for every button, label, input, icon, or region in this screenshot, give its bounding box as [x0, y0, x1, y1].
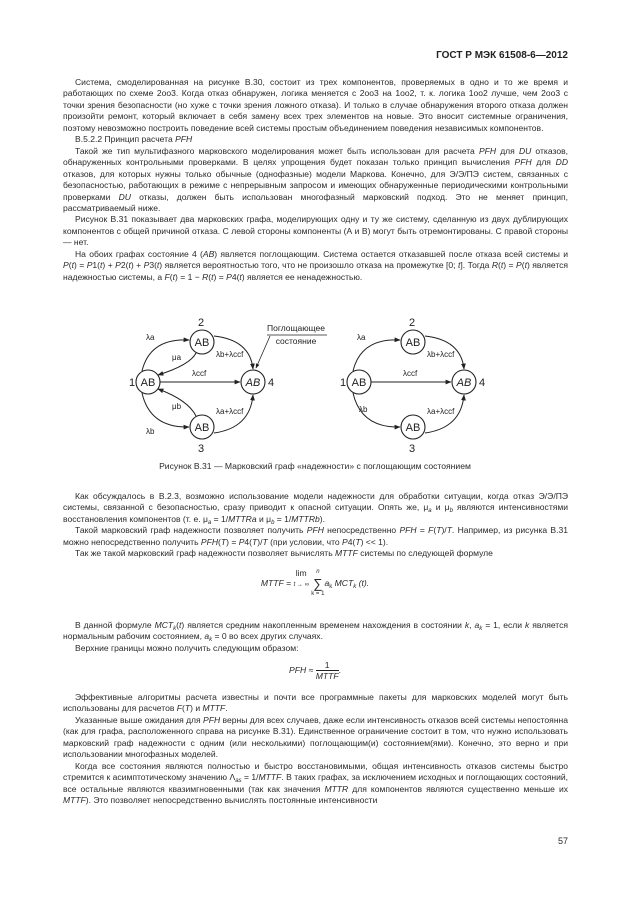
state-number: 3: [198, 443, 205, 455]
italic-term: T: [436, 525, 442, 536]
italic-term: P: [63, 260, 69, 271]
state-number: 2: [198, 317, 205, 329]
numerator: 1: [316, 660, 339, 671]
italic-term: PFH: [399, 525, 417, 536]
mct-sub: k: [353, 583, 357, 590]
state-label: AB: [405, 422, 421, 434]
italic-term: MTTF: [63, 795, 86, 806]
state-label: AB: [194, 337, 210, 349]
italic-term: t: [100, 260, 103, 271]
rate-lambda-ccf: λccf: [192, 369, 207, 378]
rate-lambda-a: λa: [357, 333, 366, 342]
subscript: b: [449, 508, 453, 515]
rate-mu-b: μb: [172, 402, 182, 411]
subscript: a: [428, 508, 432, 515]
paragraph: В.5.2.2 Принцип расчета PFH: [75, 134, 193, 145]
italic-term: P: [238, 536, 245, 547]
markov-graph-repairable: [129, 317, 274, 455]
state-label: AB: [456, 377, 472, 389]
denominator: MTTF: [315, 671, 339, 681]
subscript: b: [271, 519, 275, 526]
fraction: [316, 660, 339, 681]
mct: MCT: [334, 577, 354, 588]
paragraph: Как обсуждалось в В.2.3, возможно использование модели надежности для обработки ситуации, когда отказ Э/Э/ПЭ системы, связанной с безопасностью, сразу приводит к опасной ситуации. Опять же, $\mu_a$ и $\mu_b$ являются интенсивностями восстановления компонентов (т. е. $\mu_a$ = 1/MTTRa и $\mu_b$ = 1/MTTRb).: [63, 491, 569, 526]
rate-lambda-a-ccf: λa+λccf: [216, 407, 244, 416]
subscript: as: [235, 778, 242, 785]
italic-term: MTTF: [335, 548, 358, 559]
lim: lim: [295, 568, 307, 578]
italic-term: T: [262, 536, 268, 547]
paragraph: Эффективные алгоритмы расчета известны и почти все программные пакеты для марковских моделей могут быть использованы для расчетов F(T) и MTTF.: [63, 692, 568, 714]
italic-term: t: [500, 260, 504, 271]
italic-term: k: [464, 620, 470, 630]
rate-mu-a: μa: [172, 353, 182, 362]
state-number: 1: [340, 377, 347, 389]
transition-1-3: [142, 393, 189, 427]
paragraph: Верхние границы можно получить следующим образом:: [75, 642, 299, 653]
rate-lambda-ccf: λccf: [403, 369, 418, 378]
equals: =: [286, 577, 292, 588]
italic-term: P: [226, 271, 232, 282]
italic-term: MCT: [154, 620, 174, 630]
annotation-line2: состояние: [275, 336, 317, 346]
term: a: [324, 577, 330, 588]
italic-term: T: [355, 536, 361, 547]
absorbing-state-annotation: [256, 323, 327, 368]
italic-term: T: [220, 536, 227, 547]
period: .: [338, 664, 341, 675]
italic-term: PFH: [200, 536, 219, 547]
italic-term: t: [172, 271, 175, 282]
approx: ≈: [308, 664, 314, 675]
paragraph: Такой же тип мультифазного марковского моделирования может быть использован для расчета PFH для DU отказов, обнаруженных контрольными проверками. В целях упрощения будет показан только принцип вычисления PFH для DD отказов, для которых нужны только обычные (однофазные) модели Маркова. Конечно, для Э/Э/ПЭ систем, связанных с безопасностью, работающих в режиме с непрерывным запросом и имеющих обнаруженные периодическими контрольными проверками DU отказы, должен быть использован многофазный марковский подход. Это не меняет принцип, рассматриваемый ниже.: [63, 145, 569, 213]
italic-term: AB: [202, 248, 215, 259]
italic-term: a: [204, 631, 210, 642]
italic-term: T: [252, 536, 258, 547]
italic-term: P: [86, 260, 93, 271]
italic-term: MTTRb: [291, 513, 320, 524]
term-sub: k: [329, 583, 333, 590]
italic-term: t: [156, 260, 160, 271]
italic-term: a: [474, 620, 480, 630]
text-block-3: [63, 620, 568, 654]
paragraph: Указанные выше ожидания для PFH верны для всех случаев, даже если интенсивность отказов всей системы непостоянна (как для графа, расположенного справа на рисунке В.31). Единственное ограничение состоит в том, что нужно использовать марковский граф надежности с одним (или несколькими) поглощающим(и) состоянием(ями). Конечно, это верно и при использовании многофазных моделей.: [63, 714, 569, 760]
rate-lambda-b: λb: [146, 427, 155, 436]
state-label: AB: [140, 377, 156, 389]
italic-term: P: [143, 260, 150, 271]
state-label: AB: [405, 337, 421, 349]
document-header: ГОСТ Р МЭК 61508-6—2012: [436, 50, 568, 61]
paragraph: Так же такой марковский граф надежности позволяет вычислять MTTF системы по следующей формуле: [75, 548, 493, 559]
italic-term: PFH: [203, 714, 221, 725]
italic-term: t: [239, 271, 242, 282]
transition-1-2: [353, 340, 400, 371]
rate-lambda-a-ccf: λa+λccf: [427, 407, 455, 416]
figure-markov-graphs: [0, 302, 630, 460]
italic-term: MTTF: [258, 772, 282, 783]
rate-lambda-b-ccf: λb+λccf: [216, 350, 244, 359]
subscript: k: [479, 626, 483, 632]
page-number: 57: [557, 836, 568, 846]
italic-term: MTTF: [202, 703, 226, 714]
italic-term: T: [184, 703, 191, 714]
paragraph: Такой марковский граф надежности позволяет получить PFH непосредственно PFH = F(T)/T. Например, из рисунка В.31 можно непосредственно получить PFH(T) = P4(T)/T (при условии, что P4(T) << 1).: [63, 525, 568, 547]
italic-term: DU: [518, 145, 532, 156]
subscript: a: [207, 519, 212, 526]
italic-term: P: [342, 536, 348, 547]
sum-top: n: [316, 569, 320, 575]
italic-term: R: [202, 271, 209, 282]
rate-lambda-a: λa: [146, 333, 155, 342]
italic-term: F: [428, 525, 434, 536]
italic-term: T: [446, 525, 452, 536]
italic-term: R: [491, 260, 499, 271]
paragraph: Система, смоделированная на рисунке В.30, состоит из трех компонентов, проверяемых в одно и то же время и работающих по схеме 2oo3. Когда отказ обнаружен, логика меняется с 2oo3 на 1oo2, т. к. логика 1oo2 лучше, чем 2oo3 с точки зрения безопасности (но хуже с точки зрения ложного отказа). И только в случае обнаружения второго отказа должен произойти ремонт, который включает в себя замену всех трех элементов на новые. Это вносит системные ограничения, поэтому невозможно построить поведение всей системы простым объединением поведения независимых компонентов.: [63, 77, 568, 133]
mttf-lhs: MTTF: [260, 577, 284, 588]
rate-lambda-b: λb: [359, 405, 368, 414]
rate-lambda-b-ccf: λb+λccf: [427, 350, 455, 359]
formula-pfh: [0, 660, 630, 681]
state-number: 4: [479, 377, 486, 389]
sum-bottom: k = 1: [311, 591, 325, 597]
italic-term: t: [71, 260, 74, 271]
state-number: 2: [409, 317, 416, 329]
text-block-2: [63, 491, 568, 560]
italic-term: t: [128, 260, 131, 271]
italic-term: P: [516, 260, 522, 271]
figure-caption: Рисунок В.31 — Марковский граф «надежности» с поглощающим состоянием: [159, 461, 471, 471]
paragraph: Рисунок В.31 показывает два марковских графа, моделирующих одну и ту же систему, сделанную из двух дублирующих компонентов с общей причиной отказа. С левой стороны компоненты (А и В) могут быть отремонтированы. С правой стороны — нет.: [63, 214, 568, 248]
state-number: 4: [268, 377, 275, 389]
paragraph: Когда все состояния являются полностью и быстро восстановимыми, общая интенсивность отказов системы быстро стремится к асимптотическому значению $\Lambda_{as}$ = 1/MTTF. В таких графах, за исключением исходных и поглощающих состояний, все остальные являются квазимгновенными (так как значения MTTR для компонентов являются существенно меньше их MTTF). Это позволяет непосредственно вычислять постоянные интенсивности: [63, 760, 569, 806]
italic-term: MTTRa: [228, 513, 257, 524]
italic-term: PFH: [306, 525, 324, 536]
state-number: 1: [129, 377, 136, 389]
italic-term: PFH: [175, 134, 193, 145]
italic-term: MTTR: [324, 783, 349, 794]
formula-mttf: [0, 568, 630, 599]
text-block-4: [63, 692, 568, 807]
transition-1-2: [142, 340, 189, 371]
state-label: AB: [194, 422, 210, 434]
italic-term: F: [164, 271, 170, 282]
italic-term: t: [211, 271, 214, 282]
italic-term: P: [115, 260, 121, 271]
italic-term: k: [525, 620, 530, 630]
italic-term: F: [176, 703, 182, 714]
lim-sub: t → ∞: [293, 582, 309, 588]
paragraph: В данной формуле $MCT_k(t)$ является средним накопленным временем нахождения в состоянии k, $a_k = 1$, если k является нормальным рабочим состоянием, $a_k = 0$ во всех других случаях.: [63, 620, 569, 644]
state-number: 3: [409, 443, 416, 455]
state-label: AB: [351, 377, 367, 389]
subscript: k: [209, 637, 213, 644]
italic-term: PFH: [478, 145, 497, 156]
italic-term: DU: [118, 191, 131, 202]
state-label: AB: [245, 377, 261, 389]
sum-sign: ∑: [313, 576, 323, 591]
annotation-line1: Поглощающее: [267, 323, 325, 333]
italic-term: PFH: [514, 157, 532, 168]
markov-graph-non-repairable: [340, 317, 485, 455]
subscript: k: [173, 626, 177, 632]
paragraph: На обоих графах состояние 4 (AB) является поглощающим. Система остается отказавшей после отказа всей системы и P(t) = P1(t) + P2(t) + P3(t) является вероятностью того, что не произошло отказа на промежутке [0; t]. Тогда R(t) = P(t) является надежностью системы, а F(t) = 1 − R(t) = P4(t) является ее ненадежностью.: [63, 248, 569, 282]
italic-term: t: [179, 620, 182, 630]
text-block-1: [63, 77, 568, 283]
italic-term: t: [524, 260, 527, 271]
mct-arg: (t).: [358, 577, 370, 588]
italic-term: DD: [555, 157, 568, 168]
pfh-lhs: PFH: [289, 664, 307, 675]
italic-term: t: [458, 260, 461, 271]
